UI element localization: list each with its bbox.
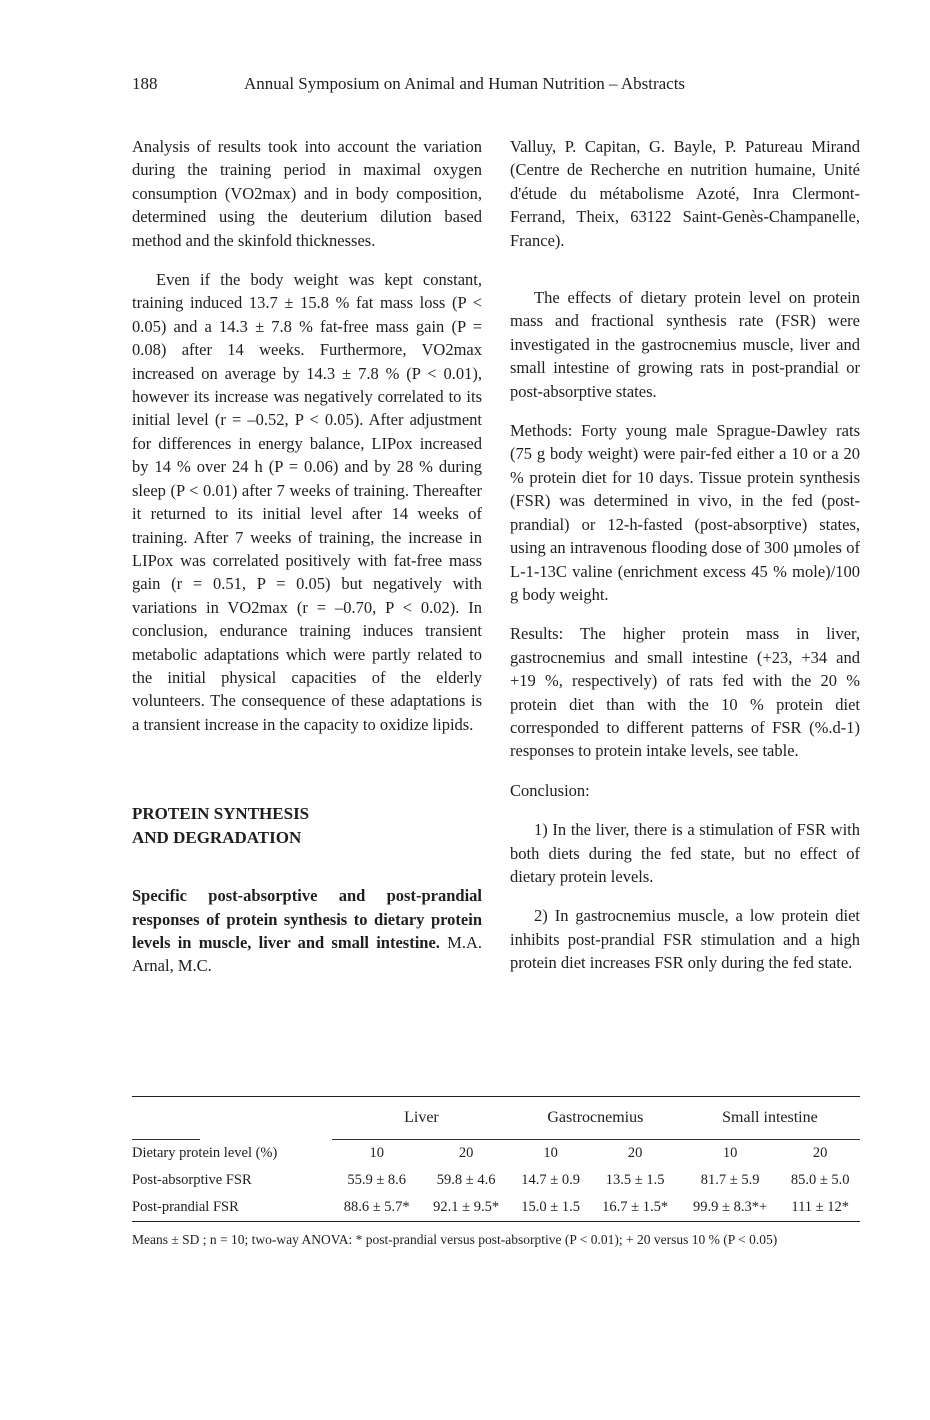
conclusion-item-2: 2) In gastrocnemius muscle, a low protein diet inhibits post-prandial FSR stimulation and a high protein diet increases FSR only during the fed state.: [510, 906, 860, 973]
running-title: Annual Symposium on Animal and Human Nutrition – Abstracts: [244, 74, 686, 93]
table-cell: 10: [369, 1145, 384, 1161]
row-label: Dietary protein level (%): [132, 1145, 278, 1161]
authors-start: M.A. Arnal, M.C.: [132, 932, 483, 976]
table-row: [132, 1140, 860, 1167]
conclusion-label: Conclusion:: [510, 780, 590, 800]
table-cell: 20: [627, 1145, 643, 1161]
table-cell: 85.0 ± 5.0: [790, 1172, 850, 1188]
page-number: 188: [132, 74, 158, 93]
table-cell: 20: [812, 1145, 828, 1161]
paragraph-results: Results: The higher protein mass in liver, gastrocnemius and small intestine (+23, +34 and +19 %, respectively) of rats fed with the 20 % protein diet than with the 10 % protein diet corresponded to different patterns of FSR (%.d-1) responses to protein intake levels, see table.: [510, 624, 860, 761]
table-corner-cell: [132, 1097, 332, 1140]
results-table-wrapper: [132, 1096, 860, 1249]
results-table: [132, 1096, 860, 1222]
paragraph-methods: Methods: Forty young male Sprague-Dawley rats (75 g body weight) were pair-fed either a 10 or a 20 % protein diet for 10 days. Tissue protein synthesis (FSR) was determined in vivo, in the fed (post-prandial) or 12-h-fasted (post-absorptive) states, using an intravenous flooding dose of 300 µmoles of L-1-13C valine (enrichment excess 45 % mole)/100 g body weight.: [510, 421, 860, 604]
table-cell: 88.6 ± 5.7*: [343, 1199, 410, 1215]
row-label: Post-prandial FSR: [132, 1199, 239, 1215]
section-heading: [132, 802, 482, 850]
table-cell: 13.5 ± 1.5: [605, 1172, 665, 1188]
table-row: [132, 1167, 860, 1194]
table-cell: 10: [722, 1145, 738, 1161]
table-cell: 10: [543, 1145, 558, 1161]
table-cell: 16.7 ± 1.5*: [602, 1199, 669, 1215]
table-group-header-row: [132, 1097, 860, 1140]
table-row: [132, 1194, 860, 1222]
paragraph-results-training: Even if the body weight was kept constant, training induced 13.7 ± 15.8 % fat mass loss (P < 0.05) and a 14.3 ± 7.8 % fat-free mass gain (P = 0.08) after 14 weeks. Furthermore, VO2max increased on average by 14.3 ± 7.8 % (P < 0.01), however its increase was negatively correlated to its initial level (r = –0.52, P < 0.05). After adjustment for differences in energy balance, LIPox increased by 14 % over 24 h (P = 0.06) and by 28 % during sleep (P < 0.01) after 7 weeks of training. Thereafter it returned to its initial level after 14 weeks of training. After 7 weeks of training, the increase in LIPox was correlated positively with fat-free mass gain (r = 0.51, P = 0.05) but negatively with variations in VO2max (r = –0.70, P < 0.02). In conclusion, endurance training induces transient metabolic adaptations which were partly related to the initial physical capacities of the elderly volunteers. The consequence of these adaptations is a transient increase in the capacity to oxidize lipids.: [132, 270, 482, 734]
authors-affiliation: Valluy, P. Capitan, G. Bayle, P. Patureau Mirand (Centre de Recherche en nutrition humaine, Unité d'étude du métabolisme Azoté, Inra Clermont-Ferrand, Theix, 63122 Saint-Genès-Champanelle, France).: [510, 137, 860, 250]
table-cell: 14.7 ± 0.9: [521, 1172, 580, 1188]
table-cell: 81.7 ± 5.9: [700, 1172, 760, 1188]
table-cell: 59.8 ± 4.6: [436, 1172, 496, 1188]
table-cell: 20: [458, 1145, 474, 1161]
abstract-title-paragraph: [132, 884, 482, 978]
group-header-small-intestine: Small intestine: [722, 1109, 818, 1126]
group-header-gastrocnemius: Gastrocnemius: [547, 1109, 644, 1126]
abstract-title: Specific post-absorptive and post-prandial responses of protein synthesis to dietary protein levels in muscle, liver and small intestine.: [132, 886, 482, 952]
page-header: [132, 74, 832, 98]
right-column: [510, 135, 860, 975]
paragraph-analysis: Analysis of results took into account the variation during the training period in maximal oxygen consumption (VO2max) and in body composition, determined using the deuterium dilution based method and the skinfold thicknesses.: [132, 137, 482, 250]
section-heading-line-2: AND DEGRADATION: [132, 828, 302, 848]
section-heading-line-1: PROTEIN SYNTHESIS: [132, 804, 310, 824]
table-cell: 15.0 ± 1.5: [521, 1199, 580, 1215]
paragraph-intro: The effects of dietary protein level on protein mass and fractional synthesis rate (FSR) were investigated in the gastrocnemius muscle, liver and small intestine of growing rats in post-prandial or post-absorptive states.: [510, 288, 860, 401]
table-cell: 55.9 ± 8.6: [347, 1172, 407, 1188]
table-footnote: Means ± SD ; n = 10; two-way ANOVA: * post-prandial versus post-absorptive (P < 0.01); + 20 versus 10 % (P < 0.05): [132, 1232, 778, 1247]
left-column: [132, 135, 482, 978]
conclusion-item-1: 1) In the liver, there is a stimulation of FSR with both diets during the fed state, but no effect of dietary protein levels.: [510, 820, 860, 886]
table-cell: 92.1 ± 9.5*: [433, 1199, 500, 1215]
group-header-liver: Liver: [404, 1109, 439, 1126]
table-cell: 99.9 ± 8.3*+: [693, 1199, 768, 1215]
table-cell: 111 ± 12*: [791, 1199, 849, 1215]
row-label: Post-absorptive FSR: [132, 1172, 252, 1188]
